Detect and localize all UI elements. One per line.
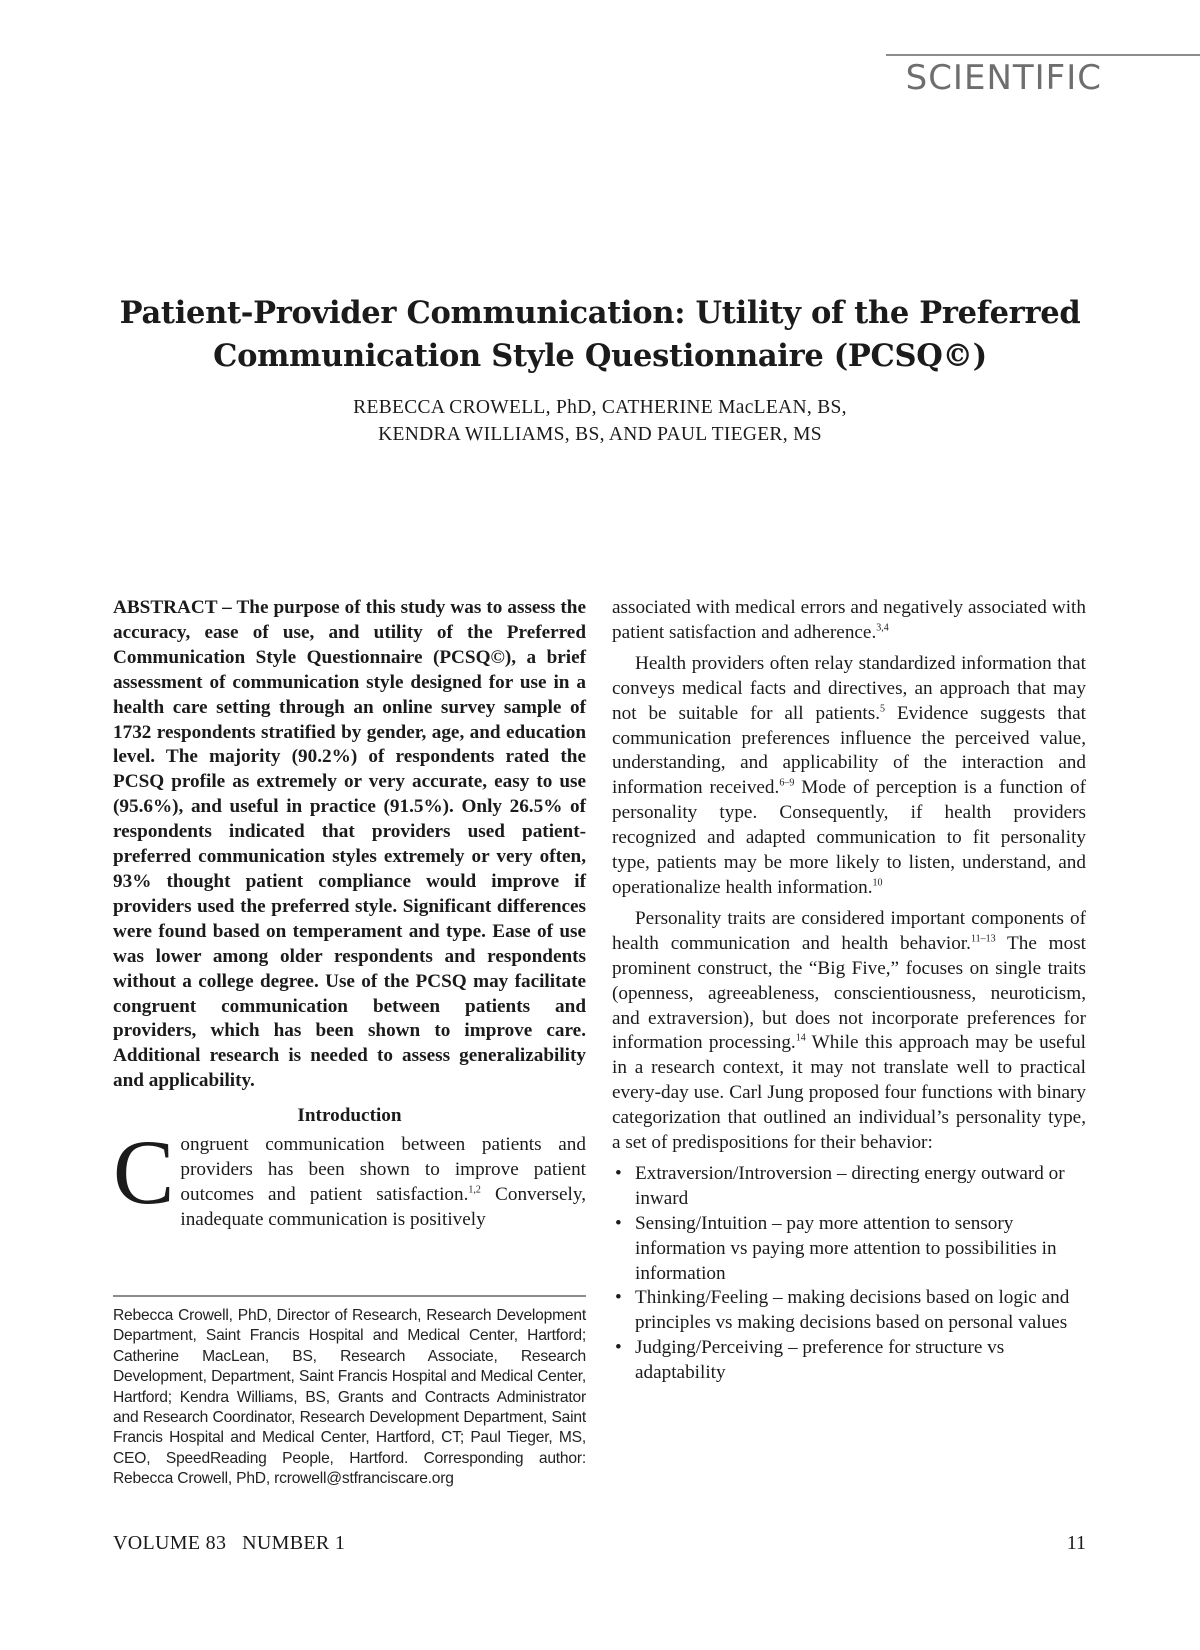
section-label: SCIENTIFIC: [905, 58, 1102, 98]
citation-ref: 6–9: [779, 777, 795, 789]
citation-ref: 10: [872, 877, 883, 889]
title-line-1: Patient-Provider Communication: Utility of the Preferred: [119, 295, 1081, 331]
abstract: [113, 596, 586, 1094]
list-item: • Sensing/Intuition – pay more attention to sensory information vs paying more attention to possibilities in information: [612, 1212, 1086, 1287]
citation-ref: 1,2: [468, 1184, 481, 1196]
article-title: [60, 292, 1140, 378]
paragraph: Health providers often relay standardized information that conveys medical facts and directives, an approach that may not be suitable for all patients.$^5$ Evidence suggests that communication preferences influence the perceived value, understanding, and applicability of the interaction and information received.$^{6-9}$ Mode of perception is a function of personality type. Consequently, if health providers recognized and adapted communication to fit personality type, patients may be more likely to listen, understand, and operationalize health information.$^{10}$: [612, 652, 1087, 898]
left-column: [113, 596, 586, 1233]
authors-line-2: KENDRA WILLIAMS, BS, AND PAUL TIEGER, MS: [378, 424, 822, 445]
citation-ref: 14: [795, 1033, 806, 1045]
paragraph: Personality traits are considered important components of health communication and health behavior.$^{11-13}$ The most prominent construct, the “Big Five,” focuses on single traits (openness, agreeableness, conscientiousness, neuroticism, and extraversion), but does not incorporate preferences for information processing.$^{14}$ While this approach may be useful in a research context, it may not translate well to practical every-day use. Carl Jung proposed four functions with binary categorization that outlined an individual’s personality type, a set of predispositions for their behavior:: [612, 907, 1087, 1154]
drop-cap: C: [113, 1121, 175, 1224]
abstract-text: ABSTRACT – The purpose of this study was to assess the accuracy, ease of use, and utility of the Preferred Communication Style Questionnaire (PCSQ©), a brief assessment of communication style designed for use in a health care setting through an online survey sample of 1732 respondents stratified by gender, age, and education level. The majority (90.2%) of respondents rated the PCSQ profile as extremely or very accurate, easy to use (95.6%), and useful in practice (91.5%). Only 26.5% of respondents indicated that providers used patient-preferred communication styles extremely or very often, 93% thought patient compliance would improve if providers used the preferred style. Significant differences were found based on temperament and type. Ease of use was lower among older respondents and respondents without a college degree. Use of the PCSQ may facilitate congruent communication between patients and providers, which has been shown to improve care. Additional research is needed to assess generalizability and applicability.: [113, 597, 586, 1092]
list-item: • Thinking/Feeling – making decisions based on logic and principles vs making decisions based on personal values: [612, 1286, 1086, 1336]
page-number: 11: [1066, 1532, 1086, 1554]
journal-volume: VOLUME 83 NUMBER 1: [113, 1532, 346, 1554]
header-rule: [886, 54, 1200, 56]
citation-ref: 3,4: [876, 622, 889, 634]
intro-text-start: ongruent communication between patients and providers has been shown to improve patient outcomes and patient satisfaction.: [180, 1134, 586, 1205]
author-list: [60, 394, 1140, 448]
footnote-rule: [113, 1295, 586, 1297]
list-item: • Extraversion/Introversion – directing energy outward or inward: [612, 1162, 1086, 1212]
list-item: • Judging/Perceiving – preference for structure vs adaptability: [612, 1336, 1086, 1386]
title-line-2: Communication Style Questionnaire (PCSQ©): [213, 338, 987, 374]
jung-functions-list: [612, 1162, 1086, 1386]
right-column: [612, 596, 1086, 1386]
introduction-heading: Introduction: [297, 1105, 402, 1127]
introduction-paragraph: [113, 1121, 586, 1233]
citation-ref: 11–13: [970, 933, 996, 945]
author-affiliations: Rebecca Crowell, PhD, Director of Research, Research Development Department, Saint Francis Hospital and Medical Center, Hartford; Catherine MacLean, BS, Research Associate, Research Development, Department, Saint Francis Hospital and Medical Center, Hartford; Kendra Williams, BS, Grants and Contracts Administrator and Research Coordinator, Research Development Department, Saint Francis Hospital and Medical Center, Hartford, CT; Paul Tieger, MS, CEO, SpeedReading People, Hartford. Corresponding author: Rebecca Crowell, PhD, rcrowell@stfranciscare.org: [113, 1307, 586, 1488]
intro-text-end: Conversely, inadequate communication is positively: [180, 1183, 586, 1230]
citation-ref: 5: [880, 703, 886, 715]
paragraph: associated with medical errors and negatively associated with patient satisfaction and adherence.$^{3,4}$: [612, 597, 1086, 643]
authors-line-1: REBECCA CROWELL, PhD, CATHERINE MacLEAN, BS,: [353, 397, 847, 418]
